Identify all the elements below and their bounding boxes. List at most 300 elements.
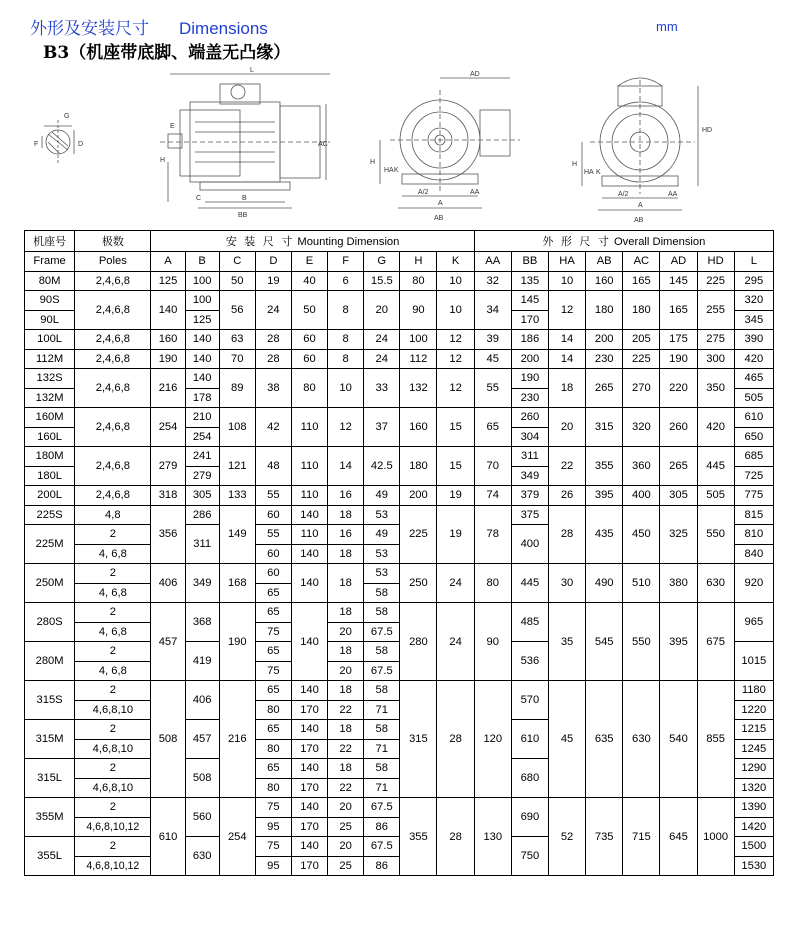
dimension-cell: 630	[185, 837, 219, 876]
dimension-cell: 445	[697, 447, 734, 486]
dimension-cell: 45	[548, 681, 585, 798]
poles-cell: 4,6,8,10	[75, 739, 151, 759]
dimension-cell: 58	[364, 681, 400, 701]
dimension-cell: 445	[511, 564, 548, 603]
rear-label: AB	[634, 217, 644, 224]
dimension-cell: 355	[586, 447, 623, 486]
dimension-cell: 26	[548, 486, 585, 506]
table-row	[25, 505, 774, 525]
dimension-cell: 86	[364, 817, 400, 837]
dimension-cell: 1220	[734, 700, 773, 720]
dimension-cell: 15.5	[364, 271, 400, 291]
dimension-cell: 457	[151, 603, 185, 681]
dimension-cell: 280	[400, 603, 437, 681]
dimension-table	[24, 230, 774, 876]
dimension-cell: 75	[255, 661, 291, 681]
dimension-cell: 100	[400, 330, 437, 350]
front-label: K	[394, 167, 399, 174]
dimension-cell: 230	[586, 349, 623, 369]
dimension-cell: 58	[364, 720, 400, 740]
dimension-cell: 10	[437, 291, 474, 330]
dimension-cell: 380	[660, 564, 697, 603]
frame-cell: 180L	[25, 466, 75, 486]
dimension-cell: 75	[255, 837, 291, 857]
dimension-cell: 65	[255, 759, 291, 779]
dimension-cell: 67.5	[364, 798, 400, 818]
dimension-cell: 149	[219, 505, 255, 564]
table-row	[25, 681, 774, 701]
dimension-cell: 1500	[734, 837, 773, 857]
dimension-cell: 170	[291, 856, 327, 876]
dimension-cell: 225	[697, 271, 734, 291]
rear-label: H	[572, 161, 578, 168]
side-label: BB	[238, 212, 248, 219]
frame-cell: 225S	[25, 505, 75, 525]
dimension-cell: 22	[328, 778, 364, 798]
dimension-cell: 108	[219, 408, 255, 447]
col-header: HA	[548, 252, 585, 272]
dimension-cell: 24	[364, 349, 400, 369]
dimension-cell: 120	[474, 681, 511, 798]
frame-cell: 100L	[25, 330, 75, 350]
dimension-cell: 140	[185, 369, 219, 389]
poles-cell: 4, 6,8	[75, 661, 151, 681]
dimension-cell: 71	[364, 778, 400, 798]
dimension-cell: 125	[185, 310, 219, 330]
frame-cell: 112M	[25, 349, 75, 369]
dimension-cell: 24	[364, 330, 400, 350]
dimension-cell: 10	[328, 369, 364, 408]
dimension-cell: 420	[697, 408, 734, 447]
dimension-cell: 165	[623, 271, 660, 291]
dimension-cell: 20	[364, 291, 400, 330]
dimension-cell: 200	[586, 330, 623, 350]
dimension-cell: 320	[734, 291, 773, 311]
dimension-cell: 505	[734, 388, 773, 408]
dimension-cell: 28	[548, 505, 585, 564]
poles-cell: 2	[75, 564, 151, 584]
dimension-cell: 216	[151, 369, 185, 408]
col-header: HD	[697, 252, 734, 272]
dimension-cell: 15	[437, 447, 474, 486]
title-cn: 外形及安装尺寸	[30, 19, 149, 38]
frame-en-header: Frame	[25, 252, 75, 272]
table-row	[25, 603, 774, 623]
dimension-cell: 18	[328, 642, 364, 662]
poles-cell: 2,4,6,8	[75, 330, 151, 350]
dimension-cell: 610	[734, 408, 773, 428]
dimension-cell: 165	[660, 291, 697, 330]
dimension-cell: 38	[255, 369, 291, 408]
dimension-cell: 110	[291, 486, 327, 506]
side-label: G	[64, 113, 70, 120]
dimension-cell: 630	[697, 564, 734, 603]
dimension-cell: 8	[328, 349, 364, 369]
dimension-cell: 170	[291, 700, 327, 720]
dimension-cell: 55	[474, 369, 511, 408]
dimension-cell: 725	[734, 466, 773, 486]
table-row	[25, 486, 774, 506]
dimension-cell: 67.5	[364, 837, 400, 857]
dimension-cell: 90	[400, 291, 437, 330]
dimension-cell: 22	[548, 447, 585, 486]
dimension-cell: 71	[364, 700, 400, 720]
dimension-cell: 8	[328, 291, 364, 330]
dimension-cell: 40	[291, 271, 327, 291]
dimension-cell: 58	[364, 603, 400, 623]
dimension-cell: 100	[185, 291, 219, 311]
dimension-cell: 18	[328, 564, 364, 603]
dimension-cell: 53	[364, 505, 400, 525]
front-label: A	[438, 200, 443, 207]
col-header: BB	[511, 252, 548, 272]
dimension-cell: 360	[623, 447, 660, 486]
dimension-cell: 690	[511, 798, 548, 837]
dimension-cell: 750	[511, 837, 548, 876]
dimension-cell: 775	[734, 486, 773, 506]
dimension-cell: 406	[151, 564, 185, 603]
dimension-cell: 28	[255, 349, 291, 369]
dimension-cell: 60	[255, 544, 291, 564]
dimension-cell: 52	[548, 798, 585, 876]
dimension-cell: 311	[185, 525, 219, 564]
dimension-cell: 304	[511, 427, 548, 447]
poles-cell: 2	[75, 837, 151, 857]
poles-cell: 2,4,6,8	[75, 408, 151, 447]
dimension-cell: 18	[328, 720, 364, 740]
dimension-cell: 58	[364, 583, 400, 603]
side-view-drawing	[160, 74, 330, 208]
dimension-cell: 12	[437, 330, 474, 350]
col-header: K	[437, 252, 474, 272]
rear-label: A	[638, 202, 643, 209]
dimension-cell: 22	[328, 700, 364, 720]
dimension-cell: 457	[185, 720, 219, 759]
dimension-cell: 350	[697, 369, 734, 408]
dimension-cell: 35	[548, 603, 585, 681]
dimension-cell: 140	[291, 564, 327, 603]
dimension-cell: 140	[185, 330, 219, 350]
dimension-cell: 70	[219, 349, 255, 369]
dimension-cell: 379	[511, 486, 548, 506]
dimension-cell: 180	[586, 291, 623, 330]
col-header: AC	[623, 252, 660, 272]
dimension-cell: 250	[400, 564, 437, 603]
dimension-cell: 325	[660, 505, 697, 564]
motor-drawings-svg	[30, 62, 742, 224]
dimension-cell: 170	[291, 778, 327, 798]
dimension-cell: 95	[255, 856, 291, 876]
dimension-cell: 49	[364, 486, 400, 506]
dimension-cell: 220	[660, 369, 697, 408]
dimension-cell: 295	[734, 271, 773, 291]
dimension-cell: 225	[623, 349, 660, 369]
dimension-cell: 1290	[734, 759, 773, 779]
dimension-cell: 508	[151, 681, 185, 798]
front-label: H	[370, 159, 376, 166]
dimension-cell: 1530	[734, 856, 773, 876]
dimension-cell: 210	[185, 408, 219, 428]
dimension-cell: 140	[151, 291, 185, 330]
dimension-cell: 28	[437, 681, 474, 798]
dimension-cell: 18	[328, 603, 364, 623]
dimension-cell: 270	[623, 369, 660, 408]
dimension-cell: 58	[364, 759, 400, 779]
dimension-cell: 18	[328, 759, 364, 779]
overall-header: 外 形 尺 寸 Overall Dimension	[474, 231, 773, 252]
dimension-cell: 71	[364, 739, 400, 759]
frame-cell: 315M	[25, 720, 75, 759]
dimension-cell: 840	[734, 544, 773, 564]
dimension-cell: 395	[586, 486, 623, 506]
dimension-cell: 395	[660, 603, 697, 681]
dimension-cell: 160	[400, 408, 437, 447]
dimension-cell: 65	[255, 603, 291, 623]
dimension-cell: 24	[255, 291, 291, 330]
rear-label: K	[596, 169, 601, 176]
rear-label: HA	[584, 169, 594, 176]
side-label: H	[160, 157, 166, 164]
poles-cell: 2,4,6,8	[75, 291, 151, 330]
poles-cell: 4, 6,8	[75, 622, 151, 642]
dimension-cell: 32	[474, 271, 511, 291]
dimension-cell: 190	[511, 369, 548, 389]
dimension-cell: 715	[623, 798, 660, 876]
dimension-cell: 65	[255, 642, 291, 662]
dimension-cell: 610	[151, 798, 185, 876]
poles-cell: 4,6,8,10	[75, 700, 151, 720]
poles-cell: 2,4,6,8	[75, 349, 151, 369]
frame-cell: 280S	[25, 603, 75, 642]
poles-cell: 2,4,6,8	[75, 486, 151, 506]
dimension-cell: 279	[185, 466, 219, 486]
dimension-cell: 254	[219, 798, 255, 876]
col-header: C	[219, 252, 255, 272]
dimension-cell: 265	[586, 369, 623, 408]
table-row	[25, 408, 774, 428]
frame-cell: 90S	[25, 291, 75, 311]
dimension-cell: 170	[291, 739, 327, 759]
dimension-cell: 349	[511, 466, 548, 486]
dimension-cell: 355	[400, 798, 437, 876]
dimension-cell: 50	[291, 291, 327, 330]
dimension-cell: 30	[548, 564, 585, 603]
dimension-cell: 180	[623, 291, 660, 330]
dimension-cell: 965	[734, 603, 773, 642]
dimension-cell: 390	[734, 330, 773, 350]
dimension-cell: 67.5	[364, 622, 400, 642]
dimension-cell: 8	[328, 330, 364, 350]
dimension-cell: 180	[400, 447, 437, 486]
dimension-cell: 225	[400, 505, 437, 564]
dimension-cell: 95	[255, 817, 291, 837]
poles-cell: 4,6,8,10,12	[75, 817, 151, 837]
dimension-cell: 305	[660, 486, 697, 506]
dimension-cell: 305	[185, 486, 219, 506]
poles-cell: 2,4,6,8	[75, 271, 151, 291]
col-header: A	[151, 252, 185, 272]
dimension-cell: 75	[255, 798, 291, 818]
dimension-cell: 419	[185, 642, 219, 681]
dimension-cell: 48	[255, 447, 291, 486]
dimension-cell: 160	[586, 271, 623, 291]
shaft-section-drawing	[42, 120, 74, 164]
rear-label: HD	[702, 127, 713, 134]
header-row-2	[25, 252, 774, 272]
dimension-cell: 18	[328, 681, 364, 701]
frame-cell: 280M	[25, 642, 75, 681]
front-label: AB	[434, 215, 444, 222]
dimension-cell: 16	[328, 486, 364, 506]
table-row	[25, 271, 774, 291]
dimension-cell: 63	[219, 330, 255, 350]
poles-cell: 4,6,8,10,12	[75, 856, 151, 876]
dimension-table-body	[25, 271, 774, 876]
dimension-cell: 254	[151, 408, 185, 447]
frame-cell: 132M	[25, 388, 75, 408]
poles-cell: 2	[75, 681, 151, 701]
dimension-cell: 175	[660, 330, 697, 350]
rear-view-drawing	[582, 78, 698, 210]
col-header: G	[364, 252, 400, 272]
dimension-cell: 80	[291, 369, 327, 408]
dimension-cell: 53	[364, 564, 400, 584]
frame-cell: 225M	[25, 525, 75, 564]
dimension-cell: 140	[291, 798, 327, 818]
dimension-cell: 510	[623, 564, 660, 603]
dimension-cell: 536	[511, 642, 548, 681]
frame-cell: 160M	[25, 408, 75, 428]
dimension-cell: 16	[328, 525, 364, 545]
dimension-cell: 855	[697, 681, 734, 798]
dimension-cell: 10	[548, 271, 585, 291]
table-row	[25, 330, 774, 350]
dimension-cell: 28	[255, 330, 291, 350]
frame-cell: 250M	[25, 564, 75, 603]
frame-cell: 315L	[25, 759, 75, 798]
side-label: B	[242, 195, 247, 202]
dimension-cell: 24	[437, 603, 474, 681]
dimension-cell: 168	[219, 564, 255, 603]
dimension-cell: 60	[255, 505, 291, 525]
dimension-cell: 318	[151, 486, 185, 506]
dimension-cell: 34	[474, 291, 511, 330]
poles-cell: 2	[75, 642, 151, 662]
dimension-cell: 1320	[734, 778, 773, 798]
dimension-cell: 650	[734, 427, 773, 447]
dimension-cell: 1000	[697, 798, 734, 876]
dimension-cell: 18	[328, 544, 364, 564]
rear-label: AA	[668, 191, 678, 198]
dimension-cell: 14	[548, 330, 585, 350]
dimension-cell: 53	[364, 544, 400, 564]
dimension-cell: 55	[255, 486, 291, 506]
dimension-cell: 140	[291, 505, 327, 525]
dimension-cell: 65	[255, 681, 291, 701]
dimension-cell: 685	[734, 447, 773, 467]
poles-cell: 2,4,6,8	[75, 369, 151, 408]
dimension-cell: 545	[586, 603, 623, 681]
dimension-cell: 20	[328, 622, 364, 642]
poles-cell: 2	[75, 720, 151, 740]
dimension-cell: 1245	[734, 739, 773, 759]
dimension-cell: 1015	[734, 642, 773, 681]
dimension-cell: 735	[586, 798, 623, 876]
dimension-cell: 110	[291, 408, 327, 447]
dimension-cell: 80	[400, 271, 437, 291]
dimension-cell: 42.5	[364, 447, 400, 486]
col-header: AB	[586, 252, 623, 272]
dimension-cell: 260	[660, 408, 697, 447]
dimension-cell: 160	[151, 330, 185, 350]
table-row	[25, 369, 774, 389]
dimension-cell: 55	[255, 525, 291, 545]
dimension-cell: 570	[511, 681, 548, 720]
dimension-cell: 140	[291, 837, 327, 857]
dimension-cell: 67.5	[364, 661, 400, 681]
dimension-cell: 133	[219, 486, 255, 506]
dimension-cell: 19	[437, 505, 474, 564]
dimension-cell: 60	[291, 330, 327, 350]
dimension-cell: 406	[185, 681, 219, 720]
dimension-cell: 286	[185, 505, 219, 525]
side-label: F	[34, 141, 39, 148]
poles-cell: 2	[75, 603, 151, 623]
dimension-cell: 1420	[734, 817, 773, 837]
dimension-cell: 12	[548, 291, 585, 330]
dimension-cell: 190	[151, 349, 185, 369]
dimension-cell: 420	[734, 349, 773, 369]
dimension-cell: 110	[291, 447, 327, 486]
frame-cn-header: 机座号	[25, 231, 75, 252]
front-label: A/2	[418, 189, 429, 196]
col-header: H	[400, 252, 437, 272]
dimension-cell: 110	[291, 525, 327, 545]
dimension-cell: 25	[328, 856, 364, 876]
dimension-cell: 140	[291, 759, 327, 779]
frame-cell: 160L	[25, 427, 75, 447]
dimension-cell: 80	[255, 700, 291, 720]
dimension-cell: 254	[185, 427, 219, 447]
frame-cell: 132S	[25, 369, 75, 389]
poles-cell: 4,6,8,10	[75, 778, 151, 798]
table-row	[25, 349, 774, 369]
dimension-cell: 100	[185, 271, 219, 291]
frame-cell: 315S	[25, 681, 75, 720]
dimension-cell: 25	[328, 817, 364, 837]
dimension-cell: 45	[474, 349, 511, 369]
dimension-cell: 42	[255, 408, 291, 447]
page-title	[30, 14, 268, 39]
frame-cell: 355M	[25, 798, 75, 837]
col-header: L	[734, 252, 773, 272]
poles-en-header: Poles	[75, 252, 151, 272]
poles-cell: 4, 6,8	[75, 583, 151, 603]
side-label: AC	[318, 141, 328, 148]
dimension-cell: 255	[697, 291, 734, 330]
dimension-cell: 230	[511, 388, 548, 408]
dimension-cell: 610	[511, 720, 548, 759]
dimension-cell: 20	[328, 661, 364, 681]
dimension-cell: 920	[734, 564, 773, 603]
dimension-cell: 400	[623, 486, 660, 506]
dimension-cell: 140	[291, 544, 327, 564]
dimension-cell: 10	[437, 271, 474, 291]
front-label: HA	[384, 167, 394, 174]
side-label: D	[78, 141, 84, 148]
dimension-cell: 37	[364, 408, 400, 447]
dimension-cell: 20	[548, 408, 585, 447]
